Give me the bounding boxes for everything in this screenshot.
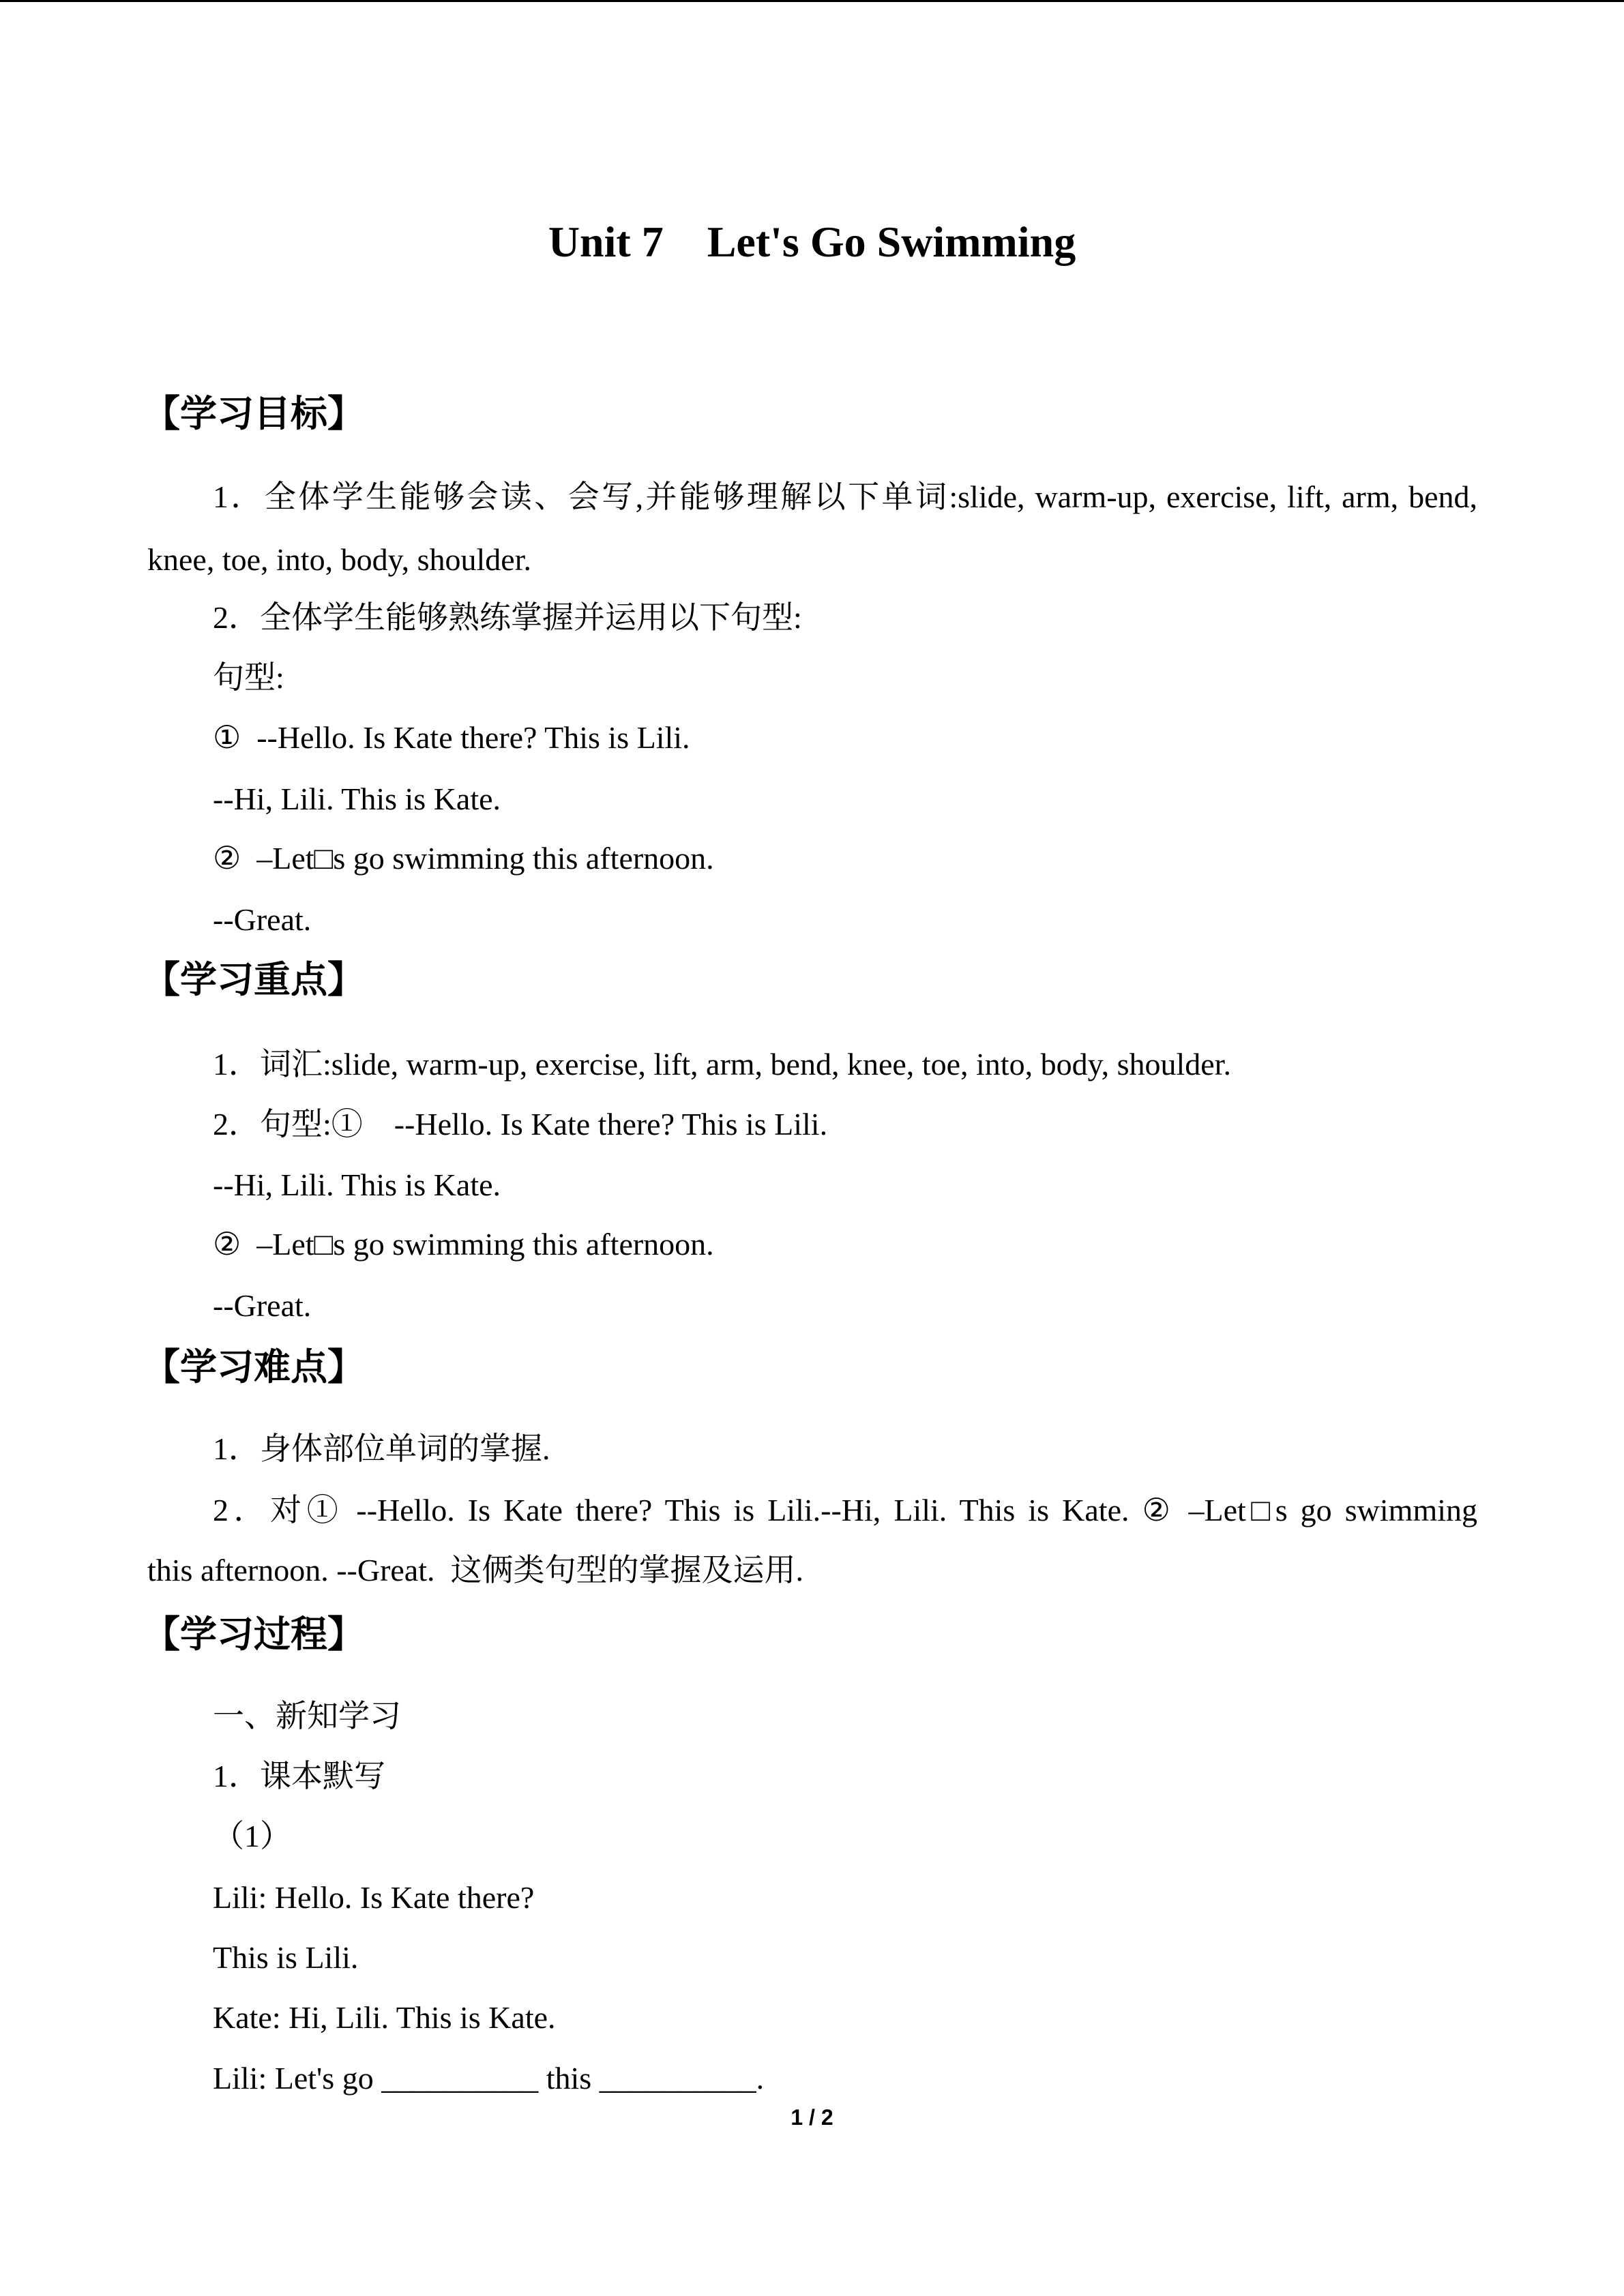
section-heading-process: 【学习过程】 <box>143 1613 364 1656</box>
key-point-pattern-2a: ② –Let□s go swimming this afternoon. <box>213 1227 714 1262</box>
pattern-label: 句型: <box>213 660 284 695</box>
objective-pattern-2b: --Great. <box>213 902 312 937</box>
objective-pattern-1b: --Hi, Lili. This is Kate. <box>213 781 501 816</box>
process-part-1: 一、新知学习 <box>213 1699 401 1733</box>
page-title: Unit 7 Let's Go Swimming <box>548 218 1076 266</box>
objective-item-2: 2．全体学生能够熟练掌握并运用以下句型: <box>213 600 802 635</box>
objective-item-1-line-1: 1．全体学生能够会读、会写,并能够理解以下单词:slide, warm-up, exercise, lift, arm, bend, <box>213 479 1477 514</box>
objective-pattern-1a: ① --Hello. Is Kate there? This is Lili. <box>213 720 690 755</box>
difficulty-item-1: 1．身体部位单词的掌握. <box>213 1431 550 1466</box>
dialogue-line-1: Lili: Hello. Is Kate there? <box>213 1880 535 1915</box>
key-point-item-1: 1．词汇:slide, warm-up, exercise, lift, arm, bend, knee, toe, into, body, shoulder. <box>213 1047 1231 1082</box>
key-point-pattern-2b: --Great. <box>213 1288 312 1323</box>
dialogue-line-3: Kate: Hi, Lili. This is Kate. <box>213 2000 556 2035</box>
section-heading-objectives: 【学习目标】 <box>143 392 364 435</box>
key-point-item-2: 2．句型:① --Hello. Is Kate there? This is Lili. <box>213 1107 828 1142</box>
difficulty-item-2-line-2: this afternoon. --Great. 这俩类句型的掌握及运用. <box>147 1553 804 1587</box>
process-item-1: 1．课本默写 <box>213 1759 385 1793</box>
dialogue-line-2: This is Lili. <box>213 1940 359 1975</box>
difficulty-item-2-line-1: 2．对① --Hello. Is Kate there? This is Lili.--Hi, Lili. This is Kate. ② –Let□s go swimming <box>213 1493 1477 1527</box>
section-heading-key-points: 【学习重点】 <box>143 958 364 1001</box>
process-sub-item-1: （1） <box>213 1819 291 1853</box>
objective-pattern-2a: ② –Let□s go swimming this afternoon. <box>213 841 714 876</box>
section-heading-difficulties: 【学习难点】 <box>143 1345 364 1388</box>
key-point-pattern-1b: --Hi, Lili. This is Kate. <box>213 1167 501 1202</box>
page-number: 1 / 2 <box>791 2105 833 2130</box>
dialogue-line-4: Lili: Let's go __________ this __________. <box>213 2061 765 2096</box>
objective-item-1-line-2: knee, toe, into, body, shoulder. <box>147 542 531 577</box>
